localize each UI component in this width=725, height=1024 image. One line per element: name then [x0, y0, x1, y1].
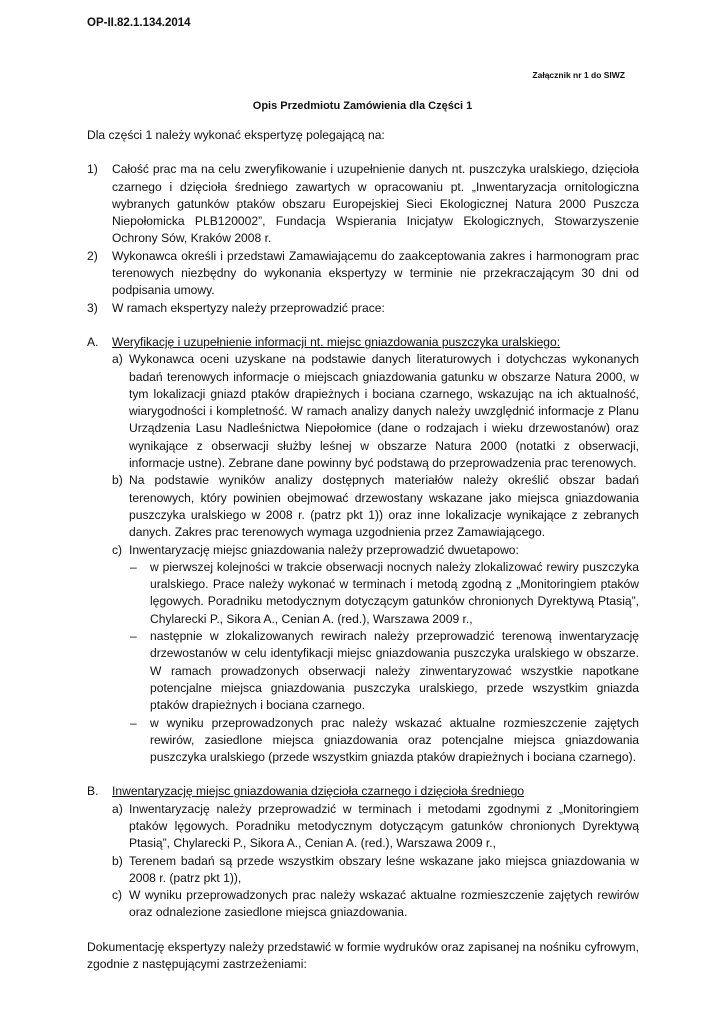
section-title: Weryfikację i uzupełnienie informacji nt. miejsc gniazdowania puszczyka uralskiego:	[112, 334, 561, 349]
section-a-heading	[87, 334, 639, 351]
section-b-item-b	[112, 853, 639, 888]
section-title: Inwentaryzację miejsc gniazdowania dzięcioła czarnego i dzięcioła średniego	[112, 784, 525, 799]
numbered-item-text: W ramach ekspertyzy należy przeprowadzić prace:	[112, 300, 385, 315]
dash-mark: –	[130, 629, 137, 644]
sub-item-text: Na podstawie wyników analizy dostępnych materiałów należy określić obszar badań terenowych, który powinien obejmować drzewostany wskazane jako miejsca gniazdowania puszczyka uralskiego w 2008 r. (patrz pkt 1)) oraz inne lokalizacje wynikające z zebranych danych. Zakres prac terenowych wymaga uzgodnienia przez Zamawiającego.	[129, 473, 639, 540]
numbered-item-label: 2)	[87, 248, 98, 263]
document-reference: OP-II.82.1.134.2014	[87, 17, 191, 29]
section-label: A.	[87, 334, 99, 349]
sub-item-label: a)	[112, 352, 123, 367]
dash-item-text: w pierwszej kolejności w trakcie obserwacji nocnych należy zlokalizować rewiry puszczyka uralskiego. Prace należy wykonać w terminach i metodą zgodną z „Monitoringiem ptaków lęgowych. Poradniku metodycznym dotyczącym gatunków chronionych Dyrektywą Ptasią”, Chylarecki P., Sikora A., Cenian A. (red.), Warszawa 2009 r.,	[150, 559, 639, 626]
sub-item-text: Terenem badań są przede wszystkim obszary leśne wskazane jako miejsca gniazdowania w 2008 r. (patrz pkt 1)),	[129, 853, 639, 885]
annex-label: Załącznik nr 1 do SIWZ	[532, 70, 625, 80]
numbered-item-label: 3)	[87, 300, 98, 315]
section-a-item-b	[112, 472, 639, 541]
sub-item-label: b)	[112, 853, 123, 868]
section-b-item-c	[112, 887, 639, 922]
intro-paragraph: Dla części 1 należy wykonać ekspertyzę polegającą na:	[87, 128, 385, 142]
numbered-item-3	[87, 300, 639, 317]
document-body	[87, 127, 639, 973]
dash-item-text: następnie w zlokalizowanych rewirach należy przeprowadzić terenową inwentaryzację drzewostanów w celu identyfikacji miejsc gniazdowania puszczyka uralskiego w obszarze. W ramach prowadzonych obserwacji należy zinwentaryzować wszystkie napotkane potencjalne miejsca gniazdowania puszczyka uralskiego, przede wszystkim gniazda ptaków drapieżnych i bociana czarnego.	[150, 629, 639, 713]
section-label: B.	[87, 784, 99, 799]
sub-item-text: Inwentaryzację należy przeprowadzić w terminach i metodami zgodnymi z „Monitoringiem ptaków lęgowych. Poradniku metodycznym dotyczącym gatunków chronionych Dyrektywą Ptasią”, Chylarecki P., Sikora A., Cenian A. (red.), Warszawa 2009 r.,	[129, 801, 639, 851]
dash-item-1	[129, 559, 639, 628]
closing-paragraph: Dokumentację ekspertyzy należy przedstawić w formie wydruków oraz zapisanej na nośniku cyfrowym, zgodnie z następującymi zastrzeżeniami:	[87, 939, 639, 972]
sub-item-label: c)	[112, 542, 123, 557]
numbered-item-1	[87, 161, 639, 247]
sub-item-text: Inwentaryzację miejsc gniazdowania należy przeprowadzić dwuetapowo:	[129, 542, 519, 557]
section-a-item-c	[112, 542, 639, 559]
section-b-heading	[87, 783, 639, 800]
document-title: Opis Przedmiotu Zamówienia dla Części 1	[252, 100, 473, 112]
sub-item-label: a)	[112, 801, 123, 816]
numbered-item-text: Całość prac ma na celu zweryfikowanie i uzupełnienie danych nt. puszczyka uralskiego, dzięcioła czarnego i dzięcioła średniego zawartych w opracowaniu pt. „Inwentaryzacja ornitologiczna wybranych gatunków ptaków obszaru Europejskiej Sieci Ekologicznej Natura 2000 Puszcza Niepołomicka PLB120002”, Fundacja Wspierania Inicjatyw Ekologicznych, Stowarzyszenie Ochrony Sów, Kraków 2008 r.	[112, 162, 639, 246]
sub-item-text: Wykonawca oceni uzyskane na podstawie danych literaturowych i dotychczas wykonanych badań terenowych informacje o miejscach gniazdowania gatunku w obszarze Natura 2000, w tym lokalizacji gniazd ptaków drapieżnych i bociana czarnego, wskazując na ich aktualność, wiarygodności i kompletność. W ramach analizy danych należy uwzględnić informacje z Planu Urządzenia Lasu Nadleśnictwa Niepołomice (dane o rodzajach i wieku drzewostanów) oraz wynikające z obserwacji służby leśnej w obszarze Natura 2000 (notatki z obserwacji, informacje ustne). Zebrane dane powinny być podstawą do przeprowadzenia prac terenowych.	[129, 352, 639, 471]
numbered-item-2	[87, 248, 639, 300]
dash-item-3	[129, 715, 639, 767]
sub-item-text: W wyniku przeprowadzonych prac należy wskazać aktualne rozmieszczenie zajętych rewirów oraz odnalezione zasiedlone miejsca gniazdowania.	[129, 888, 639, 920]
numbered-item-text: Wykonawca określi i przedstawi Zamawiającemu do zaakceptowania zakres i harmonogram prac terenowych niezbędny do wykonania ekspertyzy w terminie nie przekraczającym 30 dni od podpisania umowy.	[112, 248, 639, 298]
dash-mark: –	[130, 715, 137, 730]
sub-item-label: b)	[112, 473, 123, 488]
numbered-item-label: 1)	[87, 162, 98, 177]
dash-mark: –	[130, 559, 137, 574]
dash-item-2	[129, 628, 639, 714]
section-a-item-a	[112, 351, 639, 472]
section-b-item-a	[112, 801, 639, 853]
sub-item-label: c)	[112, 888, 123, 903]
dash-item-text: w wyniku przeprowadzonych prac należy wskazać aktualne rozmieszczenie zajętych rewirów, zasiedlone miejsca gniazdowania oraz potencjalne miejsca gniazdowania puszczyka uralskiego (przede wszystkim gniazda ptaków drapieżnych i bociana czarnego).	[150, 715, 639, 765]
